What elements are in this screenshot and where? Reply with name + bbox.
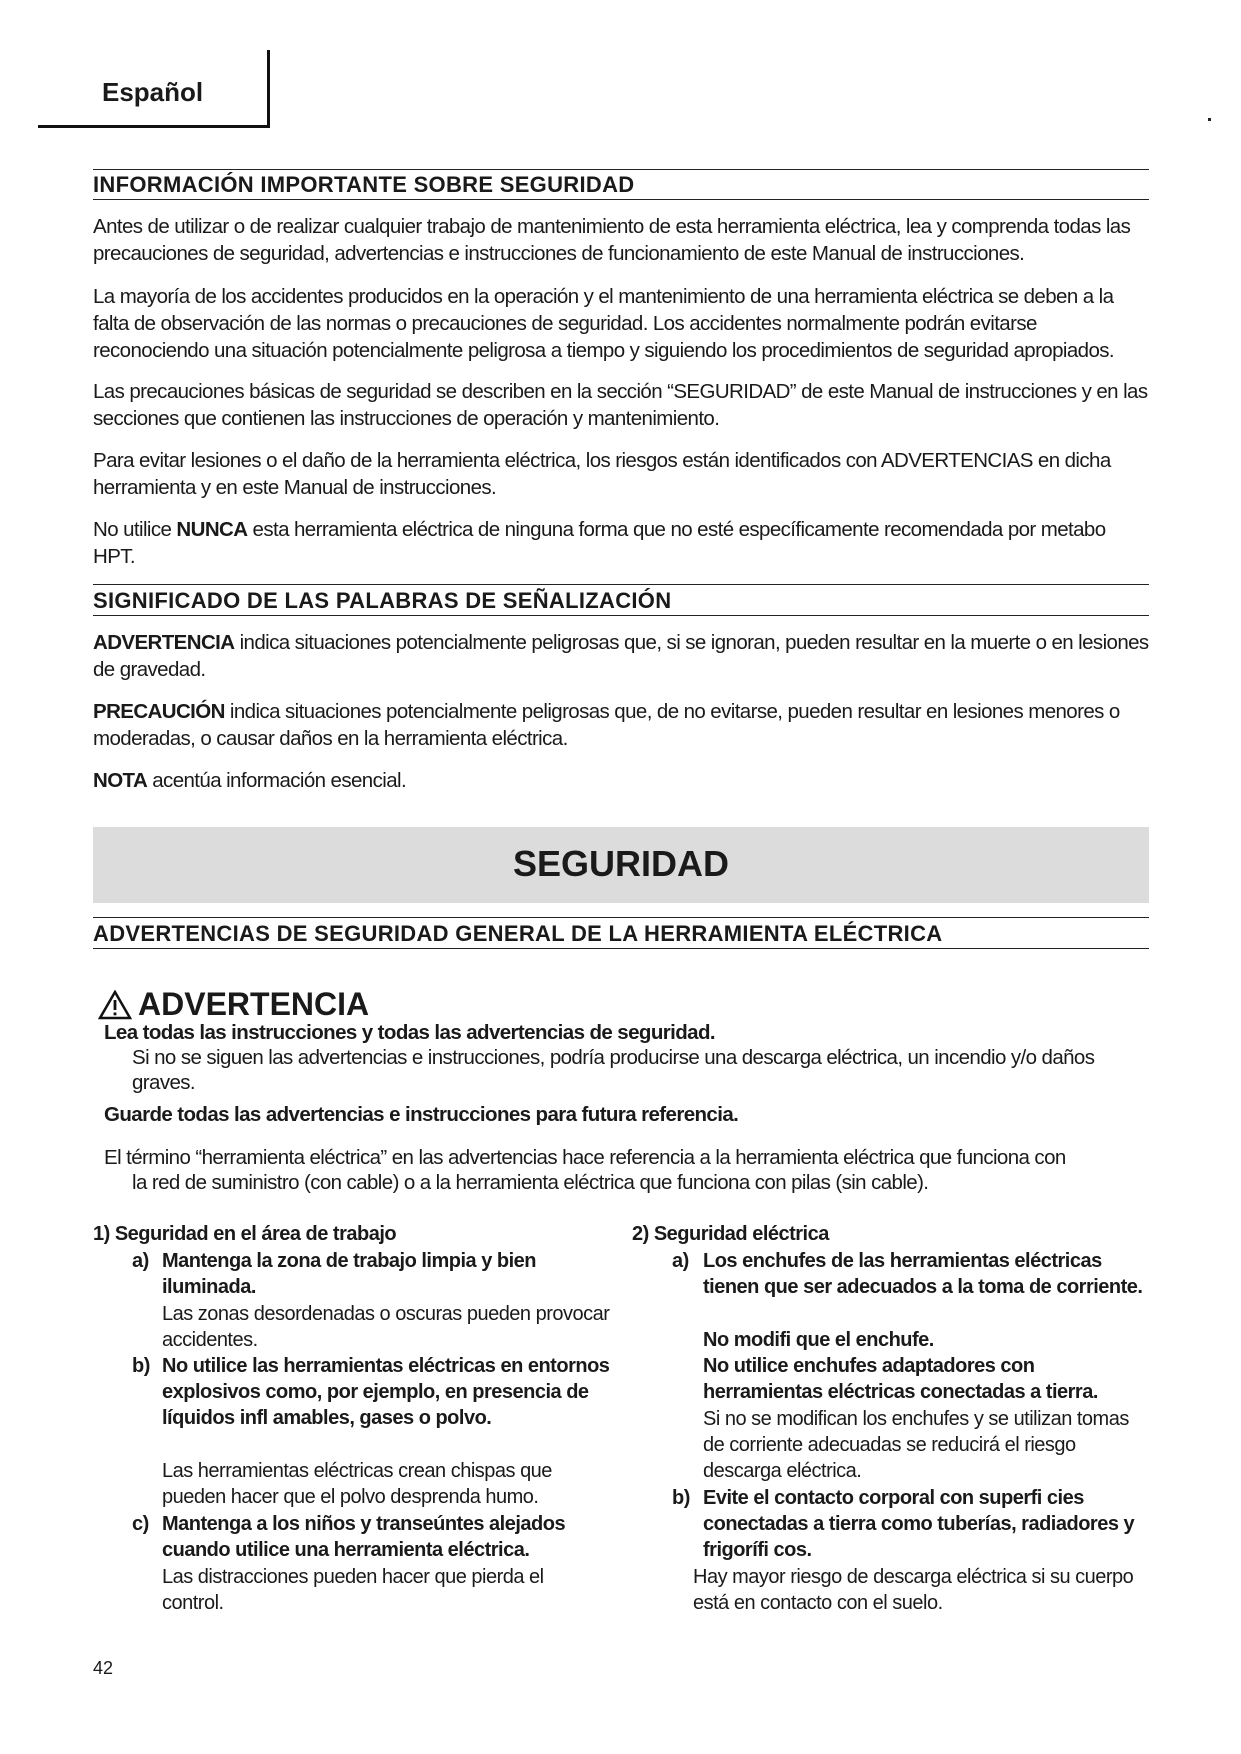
- warning-heading-label: ADVERTENCIA: [138, 986, 370, 1022]
- stray-dot: [1208, 118, 1211, 121]
- electrical-a-bold-3: No utilice enchufes adaptadores con herramientas eléctricas conectadas a tierra.: [703, 1355, 1098, 1403]
- electrical-a-bold-1: Los enchufes de las herramientas eléctricas tienen que ser adecuados a la toma de corriente.: [703, 1250, 1143, 1298]
- safety-banner-title: SEGURIDAD: [512, 843, 730, 884]
- electrical-a-label: a): [672, 1250, 689, 1272]
- info-paragraph-4: Para evitar lesiones o el daño de la herramienta eléctrica, los riesgos están identificados con ADVERTENCIAS en dicha herramienta y en este Manual de instrucciones.: [93, 449, 1111, 499]
- work-area-a-text: Las zonas desordenadas o oscuras pueden provocar accidentes.: [162, 1303, 610, 1351]
- rule-bottom-info: [93, 199, 1149, 200]
- info-paragraph-3: Las precauciones básicas de seguridad se describen en la sección “SEGURIDAD” de este Manual de instrucciones y en las secciones que contienen las instrucciones de operación y mantenimiento.: [93, 380, 1148, 430]
- signal-title: SIGNIFICADO DE LAS PALABRAS DE SEÑALIZACIÓN: [93, 588, 672, 613]
- info-paragraph-2: La mayoría de los accidentes producidos en la operación y el mantenimiento de una herramienta eléctrica se deben a la falta de observación de las normas o precauciones de seguridad. Los accidentes normalmente podrán evitarse reconociendo una situación potencialmente peligrosa a tiempo y siguiendo los procedimientos de seguridad apropiados.: [93, 285, 1115, 362]
- work-area-b-label: b): [132, 1355, 150, 1377]
- work-area-b-text: Las herramientas eléctricas crean chispas que pueden hacer que el polvo desprenda humo.: [162, 1460, 552, 1508]
- electrical-heading: 2) Seguridad eléctrica: [632, 1223, 829, 1245]
- save-all-warnings: Guarde todas las advertencias e instrucciones para futura referencia.: [104, 1103, 739, 1126]
- work-area-c-label: c): [132, 1513, 149, 1535]
- term-definition-line-1: El término “herramienta eléctrica” en las advertencias hace referencia a la herramienta eléctrica que funciona con: [104, 1146, 1066, 1169]
- work-area-a-label: a): [132, 1250, 149, 1272]
- p5-never: NUNCA: [176, 518, 248, 541]
- language-label: Español: [102, 77, 204, 107]
- electrical-a-bold-2: No modifi que el enchufe.: [703, 1329, 934, 1351]
- signal-warning: [93, 629, 1149, 683]
- rule-top-signal: [93, 584, 1149, 585]
- rule-bottom-general: [93, 948, 1149, 949]
- warning-term: ADVERTENCIA: [93, 631, 235, 654]
- info-paragraph-1: Antes de utilizar o de realizar cualquier trabajo de mantenimiento de esta herramienta eléctrica, lea y comprenda todas las precauciones de seguridad, advertencias e instrucciones de funcionamiento de este Manual de instrucciones.: [93, 215, 1131, 265]
- work-area-c-bold: Mantenga a los niños y transeúntes alejados cuando utilice una herramienta eléctrica.: [162, 1513, 566, 1561]
- electrical-a-text: Si no se modifican los enchufes y se utilizan tomas de corriente adecuadas se reducirá el riesgo descarga eléctrica.: [703, 1408, 1129, 1482]
- warning-text: indica situaciones potencialmente peligrosas que, si se ignoran, pueden resultar en la muerte o en lesiones de gravedad.: [93, 631, 1149, 681]
- note-text: acentúa información esencial.: [147, 769, 407, 792]
- caution-text: indica situaciones potencialmente peligrosas que, de no evitarse, pueden resultar en lesiones menores o moderadas, o causar daños en la herramienta eléctrica.: [93, 700, 1120, 750]
- electrical-b-label: b): [672, 1487, 690, 1509]
- electrical-b-text: Hay mayor riesgo de descarga eléctrica si su cuerpo está en contacto con el suelo.: [693, 1566, 1134, 1614]
- work-area-c-text: Las distracciones pueden hacer que pierda el control.: [162, 1566, 544, 1614]
- general-warnings-title: ADVERTENCIAS DE SEGURIDAD GENERAL DE LA HERRAMIENTA ELÉCTRICA: [93, 921, 943, 946]
- read-all-instructions: Lea todas las instrucciones y todas las advertencias de seguridad.: [104, 1021, 715, 1044]
- term-definition-line-2: la red de suministro (con cable) o a la herramienta eléctrica que funciona con pilas (sin cable).: [132, 1171, 929, 1194]
- info-title: INFORMACIÓN IMPORTANTE SOBRE SEGURIDAD: [93, 172, 635, 197]
- page-number: 42: [93, 1658, 114, 1678]
- caution-term: PRECAUCIÓN: [93, 700, 225, 723]
- electrical-b-bold: Evite el contacto corporal con superfi cies conectadas a tierra como tuberías, radiadores y frigorífi cos.: [703, 1487, 1135, 1561]
- rule-bottom-signal: [93, 615, 1149, 616]
- work-area-heading: 1) Seguridad en el área de trabajo: [93, 1223, 397, 1245]
- p5-post: esta herramienta eléctrica de ninguna forma que no esté específicamente recomendada por metabo HPT.: [93, 518, 1106, 568]
- safety-banner: [93, 827, 1149, 903]
- signal-caution: [93, 698, 1149, 752]
- note-term: NOTA: [93, 769, 148, 792]
- warning-triangle-icon: [98, 990, 132, 1020]
- work-area-b-bold: No utilice las herramientas eléctricas en entornos explosivos como, por ejemplo, en presencia de líquidos infl amables, gases o polvo.: [162, 1355, 610, 1429]
- rule-top-info: [93, 169, 1149, 170]
- info-paragraph-5: [93, 516, 1149, 570]
- rule-top-general: [93, 917, 1149, 918]
- work-area-a-bold: Mantenga la zona de trabajo limpia y bien iluminada.: [162, 1250, 537, 1298]
- p5-pre: No utilice: [93, 518, 177, 541]
- warning-heading: [98, 986, 369, 1023]
- read-all-detail: Si no se siguen las advertencias e instrucciones, podría producirse una descarga eléctrica, un incendio y/o daños graves.: [132, 1046, 1095, 1094]
- signal-note: [93, 767, 1149, 794]
